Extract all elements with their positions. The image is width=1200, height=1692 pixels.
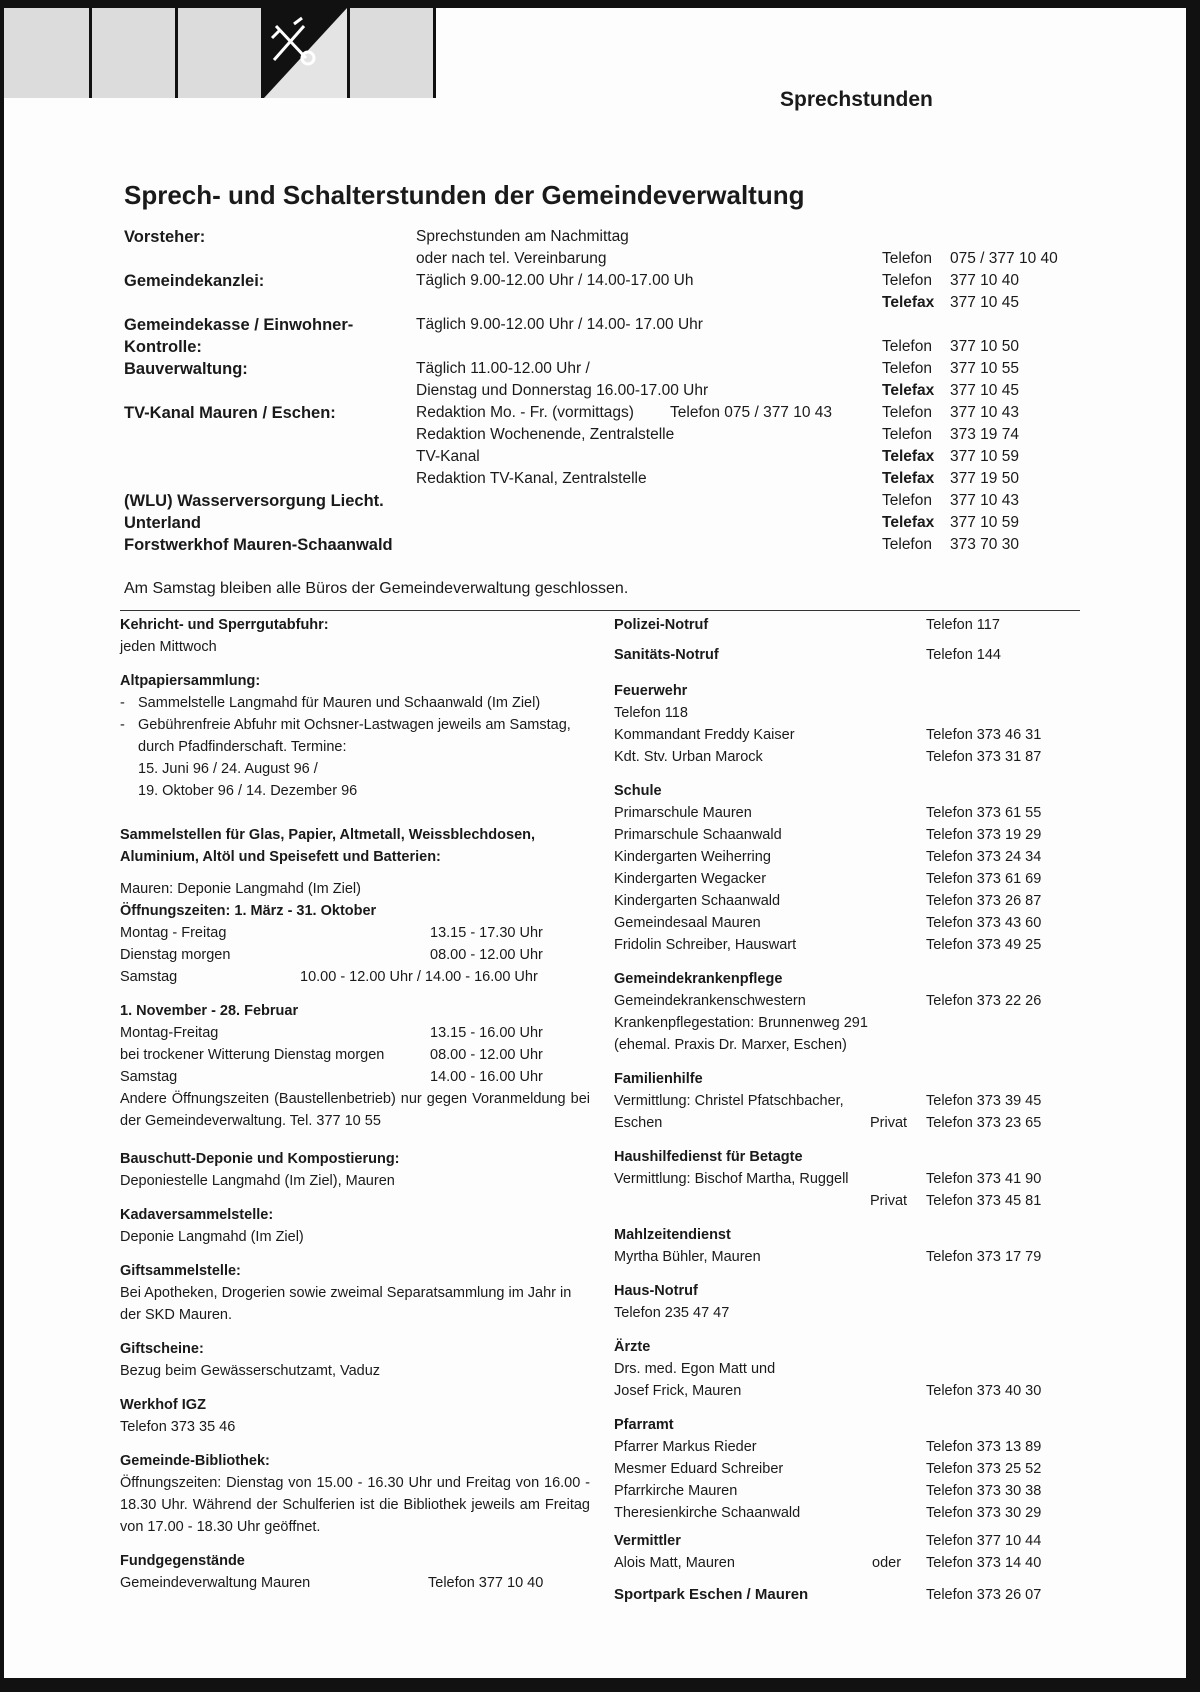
- contact-name: Alois Matt, Mauren: [614, 1555, 735, 1571]
- tv-line1: Redaktion Mo. - Fr. (vormittags): [416, 404, 634, 421]
- label-wlu-2: Unterland: [124, 514, 202, 532]
- saturday-note: Am Samstag bleiben alle Büros der Gemeindeverwaltung geschlossen.: [124, 580, 629, 597]
- hours-day: Montag-Freitag: [120, 1025, 219, 1041]
- sammelstellen-location: Mauren: Deponie Langmahd (Im Ziel): [120, 881, 361, 897]
- header-box: [178, 8, 264, 98]
- list-item: - Sammelstelle Langmahd für Mauren und Schaanwald (Im Ziel): [120, 692, 590, 714]
- tel-value: 373 70 30: [950, 536, 1019, 553]
- tv-line4: Redaktion TV-Kanal, Zentralstelle: [416, 470, 647, 487]
- contact-tel: Telefon 373 41 90: [926, 1171, 1042, 1187]
- fax-value: 377 10 45: [950, 294, 1019, 311]
- contact-tel: Telefon 373 17 79: [926, 1249, 1042, 1265]
- fax-value: 377 19 50: [950, 470, 1019, 487]
- contact-name: Kindergarten Weiherring: [614, 849, 771, 865]
- kanzlei-hours: Täglich 9.00-12.00 Uhr / 14.00-17.00 Uh: [416, 272, 694, 289]
- hours-time: 08.00 - 12.00 Uhr: [430, 947, 543, 963]
- hours-time: 10.00 - 12.00 Uhr / 14.00 - 16.00 Uhr: [300, 969, 538, 985]
- bauschutt-text: Deponiestelle Langmahd (Im Ziel), Mauren: [120, 1173, 395, 1189]
- altpapier-list: [120, 692, 590, 802]
- label-forst: Forstwerkhof Mauren-Schaanwald: [124, 536, 393, 554]
- vorsteher-line2: oder nach tel. Vereinbarung: [416, 250, 607, 267]
- giftsammel-text: Bei Apotheken, Drogerien sowie zweimal Separatsammlung im Jahr in der SKD Mauren.: [120, 1285, 572, 1323]
- contact-name: Primarschule Schaanwald: [614, 827, 782, 843]
- hours-day: Montag - Freitag: [120, 925, 227, 941]
- haushilfe-heading: Haushilfedienst für Betagte: [614, 1149, 803, 1165]
- contact-tel: Telefon 373 30 29: [926, 1505, 1042, 1521]
- contact-name: Pfarrer Markus Rieder: [614, 1439, 757, 1455]
- contact-tel: Telefon 373 39 45: [926, 1093, 1042, 1109]
- tel-label: Telefon: [882, 426, 932, 443]
- feuerwehr-tel: Telefon 118: [614, 705, 688, 721]
- hours-time: 13.15 - 17.30 Uhr: [430, 925, 543, 941]
- bauschutt-heading: Bauschutt-Deponie und Kompostierung:: [120, 1151, 400, 1167]
- bau-line1: Täglich 11.00-12.00 Uhr /: [416, 360, 590, 377]
- contact-tel: Telefon 373 61 55: [926, 805, 1042, 821]
- hours-day: bei trockener Witterung Dienstag morgen: [120, 1047, 385, 1063]
- sanitaet-tel: Telefon 144: [926, 647, 1001, 663]
- contact-tel: Telefon 373 26 07: [926, 1587, 1042, 1603]
- hours-time: 08.00 - 12.00 Uhr: [430, 1047, 543, 1063]
- tel-value: 377 10 50: [950, 338, 1019, 355]
- contact-note: Privat: [870, 1115, 908, 1131]
- contact-tel: Telefon 373 45 81: [926, 1193, 1042, 1209]
- fax-label: Telefax: [882, 382, 935, 399]
- label-bau: Bauverwaltung:: [124, 360, 248, 378]
- contact-note: oder: [872, 1555, 902, 1571]
- werkhof-text: Telefon 373 35 46: [120, 1419, 236, 1435]
- vorsteher-line1: Sprechstunden am Nachmittag: [416, 228, 629, 245]
- familienhilfe-heading: Familienhilfe: [614, 1071, 703, 1087]
- contact-tel: Telefon 373 61 69: [926, 871, 1042, 887]
- contact-name: Kdt. Stv. Urban Marock: [614, 749, 763, 765]
- tel-label: Telefon: [882, 360, 932, 377]
- contact-name: Vermittlung: Christel Pfatschbacher,: [614, 1093, 844, 1109]
- label-vorsteher: Vorsteher:: [124, 228, 206, 246]
- other-hours-note: Andere Öffnungszeiten (Baustellenbetrieb) nur gegen Voranmeldung bei der Gemeindeverwaltung. Tel. 377 10 55: [120, 1091, 590, 1129]
- fund-tel: Telefon 377 10 40: [428, 1575, 544, 1591]
- summer-hours-heading: Öffnungszeiten: 1. März - 31. Oktober: [120, 903, 377, 919]
- tv-line2: Redaktion Wochenende, Zentralstelle: [416, 426, 675, 443]
- tel-label: Telefon: [882, 338, 932, 355]
- contact-name: Krankenpflegestation: Brunnenweg 291: [614, 1015, 868, 1031]
- hausnotruf-tel: Telefon 235 47 47: [614, 1305, 730, 1321]
- contact-name: Gemeindesaal Mauren: [614, 915, 761, 931]
- winter-hours-heading: 1. November - 28. Februar: [120, 1003, 299, 1019]
- giftscheine-text: Bezug beim Gewässerschutzamt, Vaduz: [120, 1363, 381, 1379]
- contact-name: Mesmer Eduard Schreiber: [614, 1461, 784, 1477]
- fax-label: Telefax: [882, 470, 935, 487]
- contact-name: Kommandant Freddy Kaiser: [614, 727, 795, 743]
- aerzte-heading: Ärzte: [614, 1339, 651, 1355]
- contact-tel: Telefon 373 22 26: [926, 993, 1042, 1009]
- contact-tel: Telefon 373 31 87: [926, 749, 1042, 765]
- contact-name: Fridolin Schreiber, Hauswart: [614, 937, 797, 953]
- bau-line2: Dienstag und Donnerstag 16.00-17.00 Uhr: [416, 382, 709, 399]
- altpapier-heading: Altpapiersammlung:: [120, 673, 261, 689]
- feuerwehr-heading: Feuerwehr: [614, 683, 688, 699]
- polizei-heading: Polizei-Notruf: [614, 617, 709, 633]
- contact-tel: Telefon 377 10 44: [926, 1533, 1042, 1549]
- sammelstellen-heading: Sammelstellen für Glas, Papier, Altmetall, Weissblechdosen, Aluminium, Altöl und Speisefett und Batterien:: [120, 827, 536, 865]
- hausnotruf-heading: Haus-Notruf: [614, 1283, 698, 1299]
- schule-heading: Schule: [614, 783, 662, 799]
- contact-name: Kindergarten Schaanwald: [614, 893, 781, 909]
- sportpark-heading: Sportpark Eschen / Mauren: [614, 1586, 809, 1603]
- fax-label: Telefax: [882, 294, 935, 311]
- bibliothek-heading: Gemeinde-Bibliothek:: [120, 1453, 270, 1469]
- page-title: Sprech- und Schalterstunden der Gemeindeverwaltung: [124, 180, 805, 210]
- mahlzeiten-heading: Mahlzeitendienst: [614, 1227, 731, 1243]
- contact-tel: Telefon 373 23 65: [926, 1115, 1042, 1131]
- tv-line1-tel: Telefon 075 / 377 10 43: [670, 404, 833, 421]
- polizei-tel: Telefon 117: [926, 617, 1000, 633]
- giftsammel-heading: Giftsammelstelle:: [120, 1263, 241, 1279]
- kadaver-heading: Kadaversammelstelle:: [120, 1207, 274, 1223]
- kadaver-text: Deponie Langmahd (Im Ziel): [120, 1229, 304, 1245]
- header-box: [4, 8, 92, 98]
- tel-value: 075 / 377 10 40: [950, 250, 1058, 267]
- fund-text: Gemeindeverwaltung Mauren: [120, 1575, 311, 1591]
- contact-name: Myrtha Bühler, Mauren: [614, 1249, 761, 1265]
- altpapier-dates1: 15. Juni 96 / 24. August 96 /: [138, 761, 318, 777]
- label-kasse: Gemeindekasse / Einwohner-: [124, 316, 354, 334]
- kasse-hours: Täglich 9.00-12.00 Uhr / 14.00- 17.00 Uhr: [416, 316, 703, 333]
- contact-tel: Telefon 373 19 29: [926, 827, 1042, 843]
- contact-name: Josef Frick, Mauren: [614, 1383, 742, 1399]
- header-box: [92, 8, 178, 98]
- fax-value: 377 10 59: [950, 448, 1019, 465]
- contact-tel: Telefon 373 46 31: [926, 727, 1042, 743]
- document-sheet: [4, 8, 1186, 1678]
- giftscheine-heading: Giftscheine:: [120, 1341, 204, 1357]
- contact-name: (ehemal. Praxis Dr. Marxer, Eschen): [614, 1037, 847, 1053]
- contact-tel: Telefon 373 43 60: [926, 915, 1042, 931]
- pfarramt-heading: Pfarramt: [614, 1417, 674, 1433]
- header-box: [350, 8, 436, 98]
- fax-value: 377 10 59: [950, 514, 1019, 531]
- label-kasse-2: Kontrolle:: [124, 338, 202, 356]
- sanitaet-heading: Sanitäts-Notruf: [614, 647, 719, 663]
- contact-name: Vermittlung: Bischof Martha, Ruggell: [614, 1171, 849, 1187]
- kehricht-heading: Kehricht- und Sperrgutabfuhr:: [120, 617, 329, 633]
- label-wlu: (WLU) Wasserversorgung Liecht.: [124, 492, 384, 510]
- tel-value: 377 10 40: [950, 272, 1019, 289]
- tel-value: 377 10 43: [950, 492, 1019, 509]
- tel-label: Telefon: [882, 272, 932, 289]
- contact-tel: Telefon 373 13 89: [926, 1439, 1042, 1455]
- fax-label: Telefax: [882, 514, 935, 531]
- hours-day: Samstag: [120, 1069, 178, 1085]
- contact-tel: Telefon 373 30 38: [926, 1483, 1042, 1499]
- tel-value: 377 10 55: [950, 360, 1019, 377]
- fax-label: Telefax: [882, 448, 935, 465]
- tel-value: 373 19 74: [950, 426, 1019, 443]
- contact-tel: Telefon 373 24 34: [926, 849, 1042, 865]
- tv-line3: TV-Kanal: [416, 448, 480, 465]
- label-kanzlei: Gemeindekanzlei:: [124, 272, 265, 290]
- contact-tel: Telefon 373 25 52: [926, 1461, 1042, 1477]
- vermittler-heading: Vermittler: [614, 1533, 681, 1549]
- contact-name: Eschen: [614, 1115, 663, 1131]
- tel-label: Telefon: [882, 492, 932, 509]
- divider: [120, 610, 1080, 611]
- crossed-keys-icon: [264, 8, 347, 98]
- hours-day: Dienstag morgen: [120, 947, 231, 963]
- krankenpflege-heading: Gemeindekrankenpflege: [614, 971, 783, 987]
- contact-name: Kindergarten Wegacker: [614, 871, 767, 887]
- hours-time: 14.00 - 16.00 Uhr: [430, 1069, 543, 1085]
- contact-name: Theresienkirche Schaanwald: [614, 1505, 801, 1521]
- contact-note: Privat: [870, 1193, 908, 1209]
- contact-tel: Telefon 373 14 40: [926, 1555, 1042, 1571]
- hours-day: Samstag: [120, 969, 178, 985]
- section-header: Sprechstunden: [780, 88, 933, 111]
- hours-time: 13.15 - 16.00 Uhr: [430, 1025, 543, 1041]
- contact-name: Primarschule Mauren: [614, 805, 752, 821]
- kehricht-text: jeden Mittwoch: [120, 639, 217, 655]
- fax-value: 377 10 45: [950, 382, 1019, 399]
- altpapier-dates2: 19. Oktober 96 / 14. Dezember 96: [138, 783, 358, 799]
- tel-label: Telefon: [882, 250, 932, 267]
- tel-label: Telefon: [882, 536, 932, 553]
- contact-tel: Telefon 373 26 87: [926, 893, 1042, 909]
- list-item: - Gebührenfreie Abfuhr mit Ochsner-Lastwagen jeweils am Samstag, durch Pfadfinderschaft. Termine:: [120, 714, 590, 758]
- contact-name: Drs. med. Egon Matt und: [614, 1361, 776, 1377]
- crest-box: [264, 8, 350, 98]
- bibliothek-text: Öffnungszeiten: Dienstag von 15.00 - 16.30 Uhr und Freitag von 16.00 - 18.30 Uhr. Während der Schulferien ist die Bibliothek jeweils am Freitag von 17.00 - 18.30 Uhr geöffnet.: [120, 1475, 590, 1535]
- label-tv: TV-Kanal Mauren / Eschen:: [124, 404, 336, 422]
- contact-tel: Telefon 373 49 25: [926, 937, 1042, 953]
- contact-name: Gemeindekrankenschwestern: [614, 993, 806, 1009]
- contact-name: Pfarrkirche Mauren: [614, 1483, 738, 1499]
- werkhof-heading: Werkhof IGZ: [120, 1397, 206, 1413]
- fund-heading: Fundgegenstände: [120, 1553, 245, 1569]
- tel-value: 377 10 43: [950, 404, 1019, 421]
- contact-tel: Telefon 373 40 30: [926, 1383, 1042, 1399]
- tel-label: Telefon: [882, 404, 932, 421]
